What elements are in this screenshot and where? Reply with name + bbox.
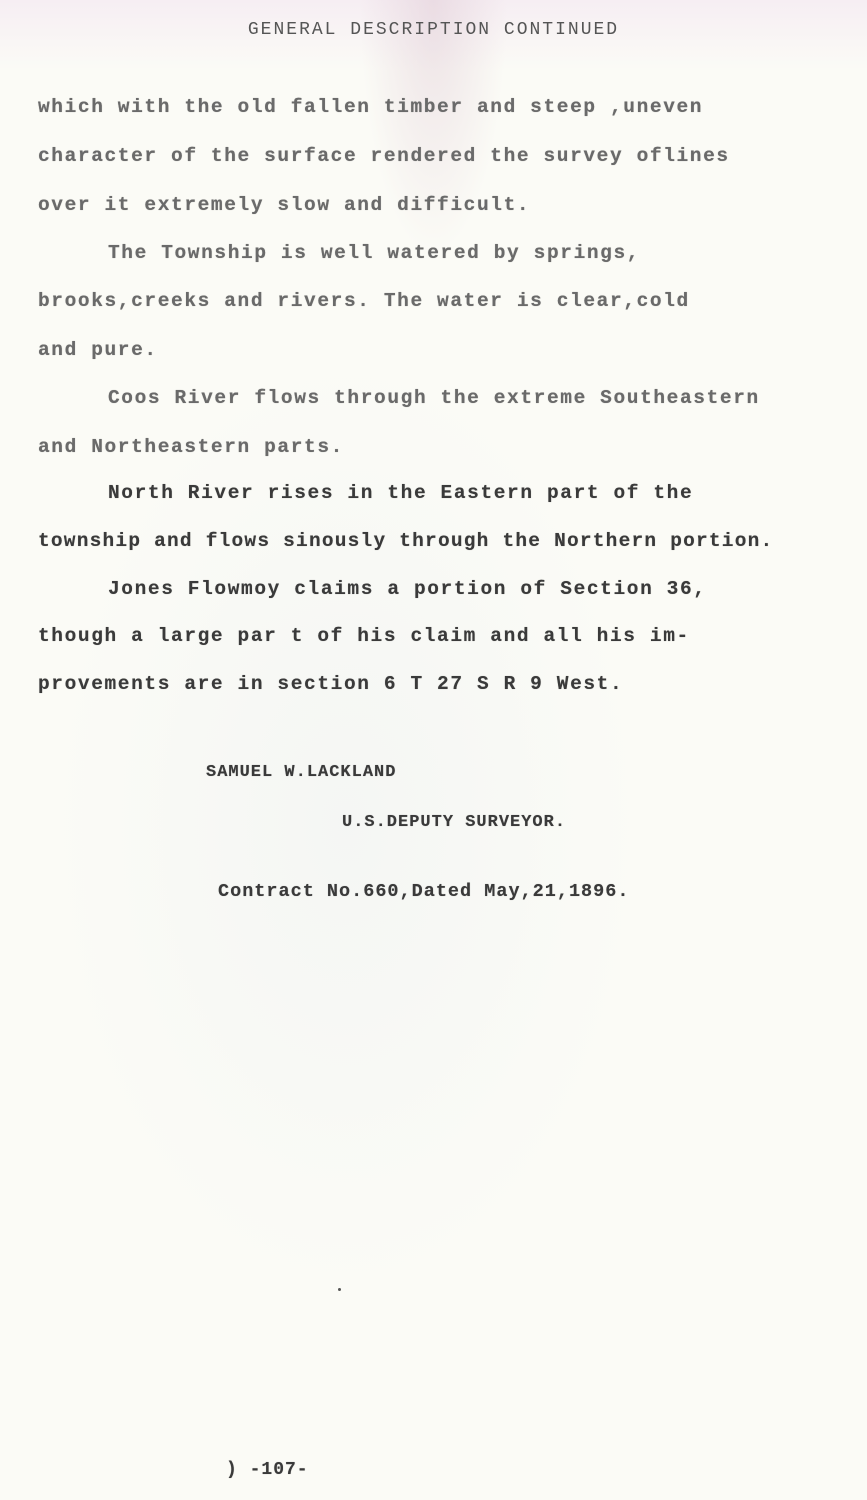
text-line: and Northeastern parts. [38, 436, 344, 458]
text-line: North River rises in the Eastern part of the [108, 482, 694, 504]
page-number: ) -107- [226, 1460, 309, 1480]
text-line: which with the old fallen timber and steep ,uneven [38, 96, 704, 118]
signature-title: U.S.DEPUTY SURVEYOR. [342, 813, 567, 832]
signature-name: SAMUEL W.LACKLAND [206, 763, 397, 782]
text-line: though a large par t of his claim and all his im- [38, 625, 690, 647]
text-line: The Township is well watered by springs, [108, 242, 641, 264]
text-line: character of the surface rendered the survey oflines [38, 145, 730, 167]
text-line: Jones Flowmoy claims a portion of Section 36, [108, 578, 707, 600]
text-line: and pure. [38, 339, 158, 361]
text-line: brooks,creeks and rivers. The water is clear,cold [38, 290, 690, 312]
page-header: GENERAL DESCRIPTION CONTINUED [247, 20, 620, 40]
text-line: over it extremely slow and difficult. [38, 194, 531, 216]
text-line: Coos River flows through the extreme Southeastern [108, 387, 760, 409]
text-line: township and flows sinously through the Northern portion. [38, 530, 774, 552]
contract-line: Contract No.660,Dated May,21,1896. [218, 881, 630, 902]
ink-speck [338, 1288, 341, 1291]
text-line: provements are in section 6 T 27 S R 9 West. [38, 673, 624, 695]
